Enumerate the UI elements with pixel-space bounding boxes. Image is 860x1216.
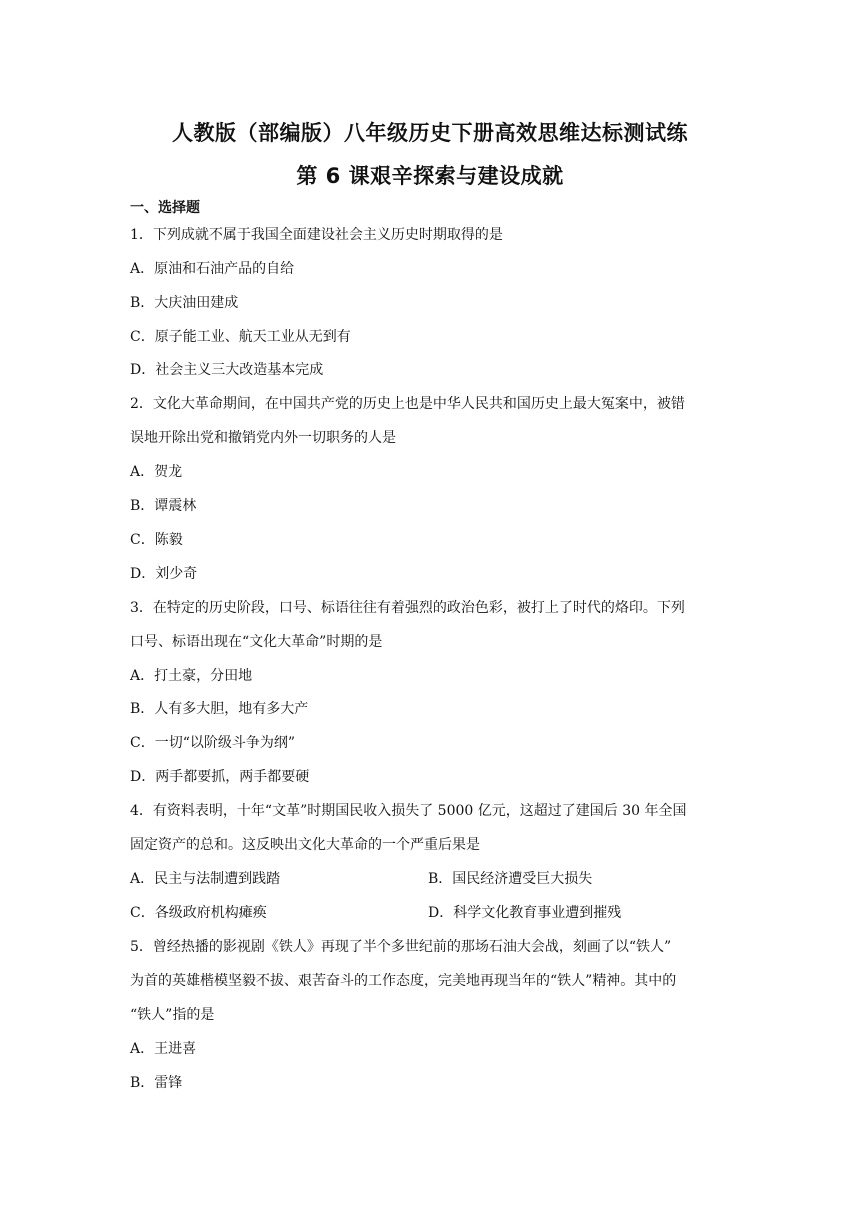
question-3-option-b: B．人有多大胆，地有多大产 bbox=[130, 701, 309, 717]
lesson-title: 第 6 课艰辛探索与建设成就 bbox=[296, 164, 564, 188]
question-5-option-b: B．雷锋 bbox=[130, 1075, 183, 1091]
question-2-option-b: B．谭震林 bbox=[130, 498, 197, 514]
question-4-option-b: B．国民经济遭受巨大损失 bbox=[428, 871, 593, 887]
question-1-option-a: A．原油和石油产品的自给 bbox=[130, 261, 295, 277]
section-heading: 一、选择题 bbox=[130, 200, 200, 216]
question-4-stem-line-2: 固定资产的总和。这反映出文化大革命的一个严重后果是 bbox=[130, 837, 480, 853]
question-5-stem-line-1: 5．曾经热播的影视剧《铁人》再现了半个多世纪前的那场石油大会战，刻画了以“铁人” bbox=[130, 939, 672, 955]
question-1-option-d: D．社会主义三大改造基本完成 bbox=[130, 362, 324, 378]
question-3-option-d: D．两手都要抓，两手都要硬 bbox=[130, 769, 310, 785]
question-4-option-c: C．各级政府机构瘫痪 bbox=[130, 905, 267, 921]
question-3-stem-line-2: 口号、标语出现在“文化大革命”时期的是 bbox=[130, 634, 383, 650]
question-3-option-c: C．一切“以阶级斗争为纲” bbox=[130, 735, 296, 751]
question-2-stem-line-1: 2．文化大革命期间，在中国共产党的历史上也是中华人民共和国历史上最大冤案中，被错 bbox=[130, 396, 685, 412]
question-1-stem: 1．下列成就不属于我国全面建设社会主义历史时期取得的是 bbox=[130, 227, 503, 243]
question-4-stem-line-1: 4．有资料表明，十年“文革”时期国民收入损失了 5000 亿元，这超过了建国后 30 年全国 bbox=[130, 803, 687, 819]
question-5-stem-line-3: “铁人”指的是 bbox=[130, 1007, 215, 1023]
document-title: 人教版（部编版）八年级历史下册高效思维达标测试练 bbox=[172, 121, 688, 145]
question-5-option-a: A．王进喜 bbox=[130, 1041, 197, 1057]
question-4-option-a: A．民主与法制遭到践踏 bbox=[130, 871, 281, 887]
question-1-option-b: B．大庆油田建成 bbox=[130, 295, 239, 311]
question-2-option-d: D．刘少奇 bbox=[130, 566, 198, 582]
question-3-stem-line-1: 3．在特定的历史阶段，口号、标语往往有着强烈的政治色彩，被打上了时代的烙印。下列 bbox=[130, 600, 685, 616]
question-2-option-a: A．贺龙 bbox=[130, 464, 183, 480]
question-2-stem-line-2: 误地开除出党和撤销党内外一切职务的人是 bbox=[130, 430, 396, 446]
question-5-stem-line-2: 为首的英雄楷模坚毅不拔、艰苦奋斗的工作态度，完美地再现当年的“铁人”精神。其中的 bbox=[130, 973, 677, 989]
question-3-option-a: A．打土豪，分田地 bbox=[130, 668, 253, 684]
question-1-option-c: C．原子能工业、航天工业从无到有 bbox=[130, 329, 351, 345]
question-4-option-d: D．科学文化教育事业遭到摧残 bbox=[428, 905, 622, 921]
question-2-option-c: C．陈毅 bbox=[130, 532, 183, 548]
